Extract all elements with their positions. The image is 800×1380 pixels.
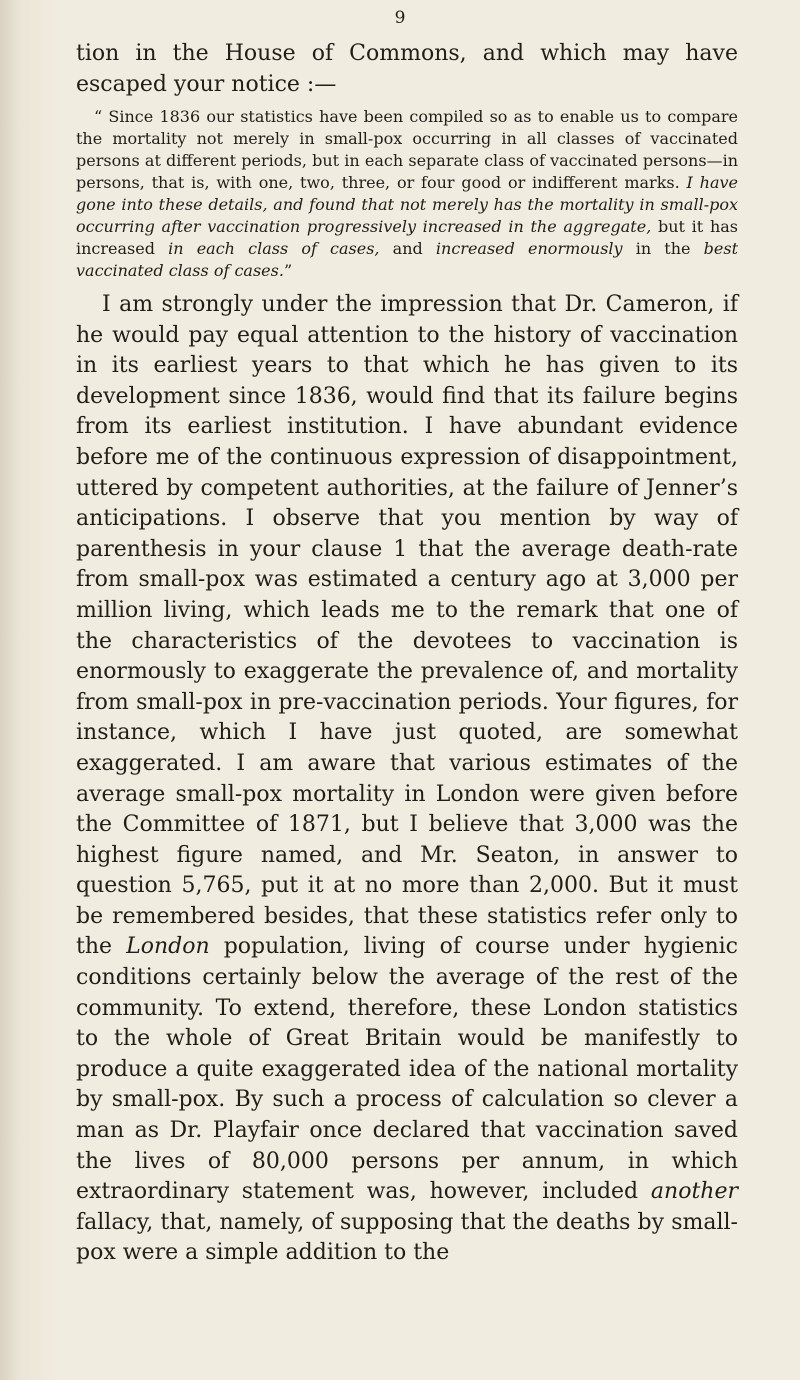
- page-number: 9: [394, 8, 406, 28]
- main-text-part-3: fallacy, that, namely, of supposing that the deaths by small-pox were a simple addition to the: [76, 1209, 738, 1266]
- quote-emphasis-4: best vaccinated class of cases.: [76, 239, 739, 280]
- quote-emphasis-1: I have gone into these details, and found that not merely has the mortality in small-pox occurring after vaccination progressively increased in the aggregate,: [76, 173, 739, 236]
- quote-mid-3: in the: [622, 239, 704, 258]
- main-paragraph: [76, 290, 738, 1269]
- quote-open: “ Since 1836 our statistics have been compiled so as to enable us to compare the mortality not merely in small-pox occurring in all classes of vaccinated persons at different periods, but in each separate class of vaccinated persons—in persons, that is, with one, two, three, or four good or indifferent marks.: [76, 107, 738, 192]
- main-emphasis-london: London: [126, 934, 210, 960]
- main-emphasis-another: another: [650, 1179, 738, 1205]
- quoted-statement: [76, 106, 738, 282]
- quote-close: ”: [283, 261, 293, 280]
- quote-emphasis-3: increased enormously: [435, 239, 623, 258]
- page-body: [76, 38, 738, 1269]
- quote-emphasis-2: in each class of cases,: [168, 239, 380, 258]
- main-text-part-1: I am strongly under the impression that Dr. Cameron, if he would pay equal attention to the history of vaccination in its earliest years to that which he has given to its development since 1836, would find that its failure begins from its earliest institution. I have abundant evidence before me of the continuous expression of disappointment, uttered by competent authorities, at the failure of Jenner’s anticipations. I observe that you mention by way of parenthesis in your clause 1 that the average death-rate from small-pox was estimated a century ago at 3,000 per million living, which leads me to the remark that one of the characteristics of the devotees to vaccination is enormously to exaggerate the prevalence of, and mortality from small-pox in pre-vaccination periods. Your figures, for instance, which I have just quoted, are somewhat exaggerated. I am aware that various estimates of the average small-pox mortality in London were given before the Committee of 1871, but I believe that 3,000 was the highest figure named, and Mr. Seaton, in answer to question 5,765, put it at no more than 2,000. But it must be remembered besides, that these statistics refer only to the: [76, 292, 738, 960]
- quote-mid-2: and: [379, 239, 436, 258]
- quote-mid: but it has increased: [76, 217, 738, 258]
- main-text-part-2: population, living of course under hygienic conditions certainly below the average of the rest of the community. To extend, therefore, these London statistics to the whole of Great Britain would be manifestly to produce a quite exaggerated idea of the national mortality by small-pox. By such a process of calculation so clever a man as Dr. Playfair once declared that vaccination saved the lives of 80,000 persons per annum, in which extraordinary statement was, however, included: [76, 934, 739, 1205]
- intro-paragraph: tion in the House of Commons, and which may have escaped your notice :—: [76, 41, 738, 97]
